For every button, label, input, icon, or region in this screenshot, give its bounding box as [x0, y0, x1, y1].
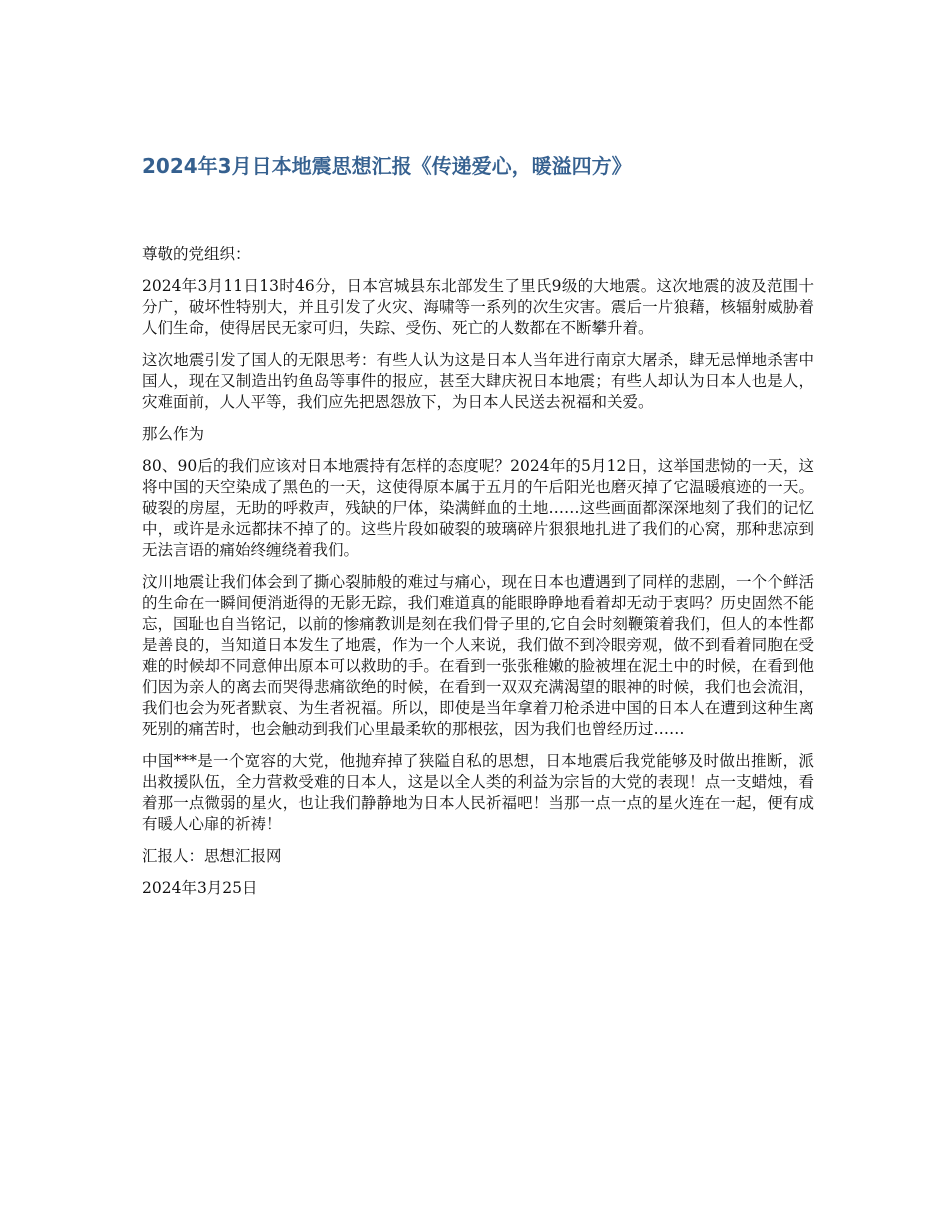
- salutation: 尊敬的党组织：: [142, 245, 251, 263]
- report-date: 2024年3月25日: [142, 879, 258, 897]
- paragraph-2: 这次地震引发了国人的无限思考：有些人认为这是日本人当年进行南京大屠杀，肆无忌惮地杀害中国人，现在又制造出钓鱼岛等事件的报应，甚至大肆庆祝日本地震；有些人却认为日本人也是人，灾难面前，人人平等，我们应先把恩怨放下，为日本人民送去祝福和关爱。: [142, 351, 814, 411]
- reporter-line: 汇报人：思想汇报网: [142, 847, 282, 865]
- paragraph-5: 汶川地震让我们体会到了撕心裂肺般的难过与痛心，现在日本也遭遇到了同样的悲剧，一个个鲜活的生命在一瞬间便消逝得的无影无踪，我们难道真的能眼睁睁地看着却无动于衷吗？历史固然不能忘，国耻也自当铭记，以前的惨痛教训是刻在我们骨子里的,它自会时刻鞭策着我们，但人的本性都是善良的，当知道日本发生了地震，作为一个人来说，我们做不到冷眼旁观，做不到看着同胞在受难的时候却不同意伸出原本可以救助的手。在看到一张张稚嫩的脸被埋在泥土中的时候，在看到他们因为亲人的离去而哭得悲痛欲绝的时候，在看到一双双充满渴望的眼神的时候，我们也会流泪，我们也会为死者默哀、为生者祝福。所以，即使是当年拿着刀枪杀进中国的日本人在遭到这种生离死别的痛苦时，也会触动到我们心里最柔软的那根弦，因为我们也曾经历过……: [142, 573, 814, 738]
- paragraph-6: 中国***是一个宽容的大党，他抛弃掉了狭隘自私的思想，日本地震后我党能够及时做出推断，派出救援队伍，全力营救受难的日本人，这是以全人类的利益为宗旨的大党的表现！点一支蜡烛，看着那一点微弱的星火，也让我们静静地为日本人民祈福吧！当那一点一点的星火连在一起，便有成有暖人心扉的祈祷！: [142, 752, 814, 833]
- document-body: [142, 244, 814, 910]
- document-title: 2024年3月日本地震思想汇报《传递爱心，暖溢四方》: [142, 154, 632, 178]
- paragraph-1: 2024年3月11日13时46分，日本宫城县东北部发生了里氏9级的大地震。这次地震的波及范围十分广，破坏性特别大，并且引发了火灾、海啸等一系列的次生灾害。震后一片狼藉，核辐射威胁着人们生命，使得居民无家可归，失踪、受伤、死亡的人数都在不断攀升着。: [142, 277, 814, 337]
- paragraph-4: 80、90后的我们应该对日本地震持有怎样的态度呢？2024年的5月12日，这举国悲恸的一天，这将中国的天空染成了黑色的一天，这使得原本属于五月的午后阳光也磨灭掉了它温暖痕迹的一天。破裂的房屋，无助的呼救声，残缺的尸体，染满鲜血的土地……这些画面都深深地刻了我们的记忆中，或许是永远都抹不掉了的。这些片段如破裂的玻璃碎片狠狠地扎进了我们的心窝，那种悲凉到无法言语的痛始终缠绕着我们。: [142, 457, 814, 559]
- paragraph-3: 那么作为: [142, 425, 205, 443]
